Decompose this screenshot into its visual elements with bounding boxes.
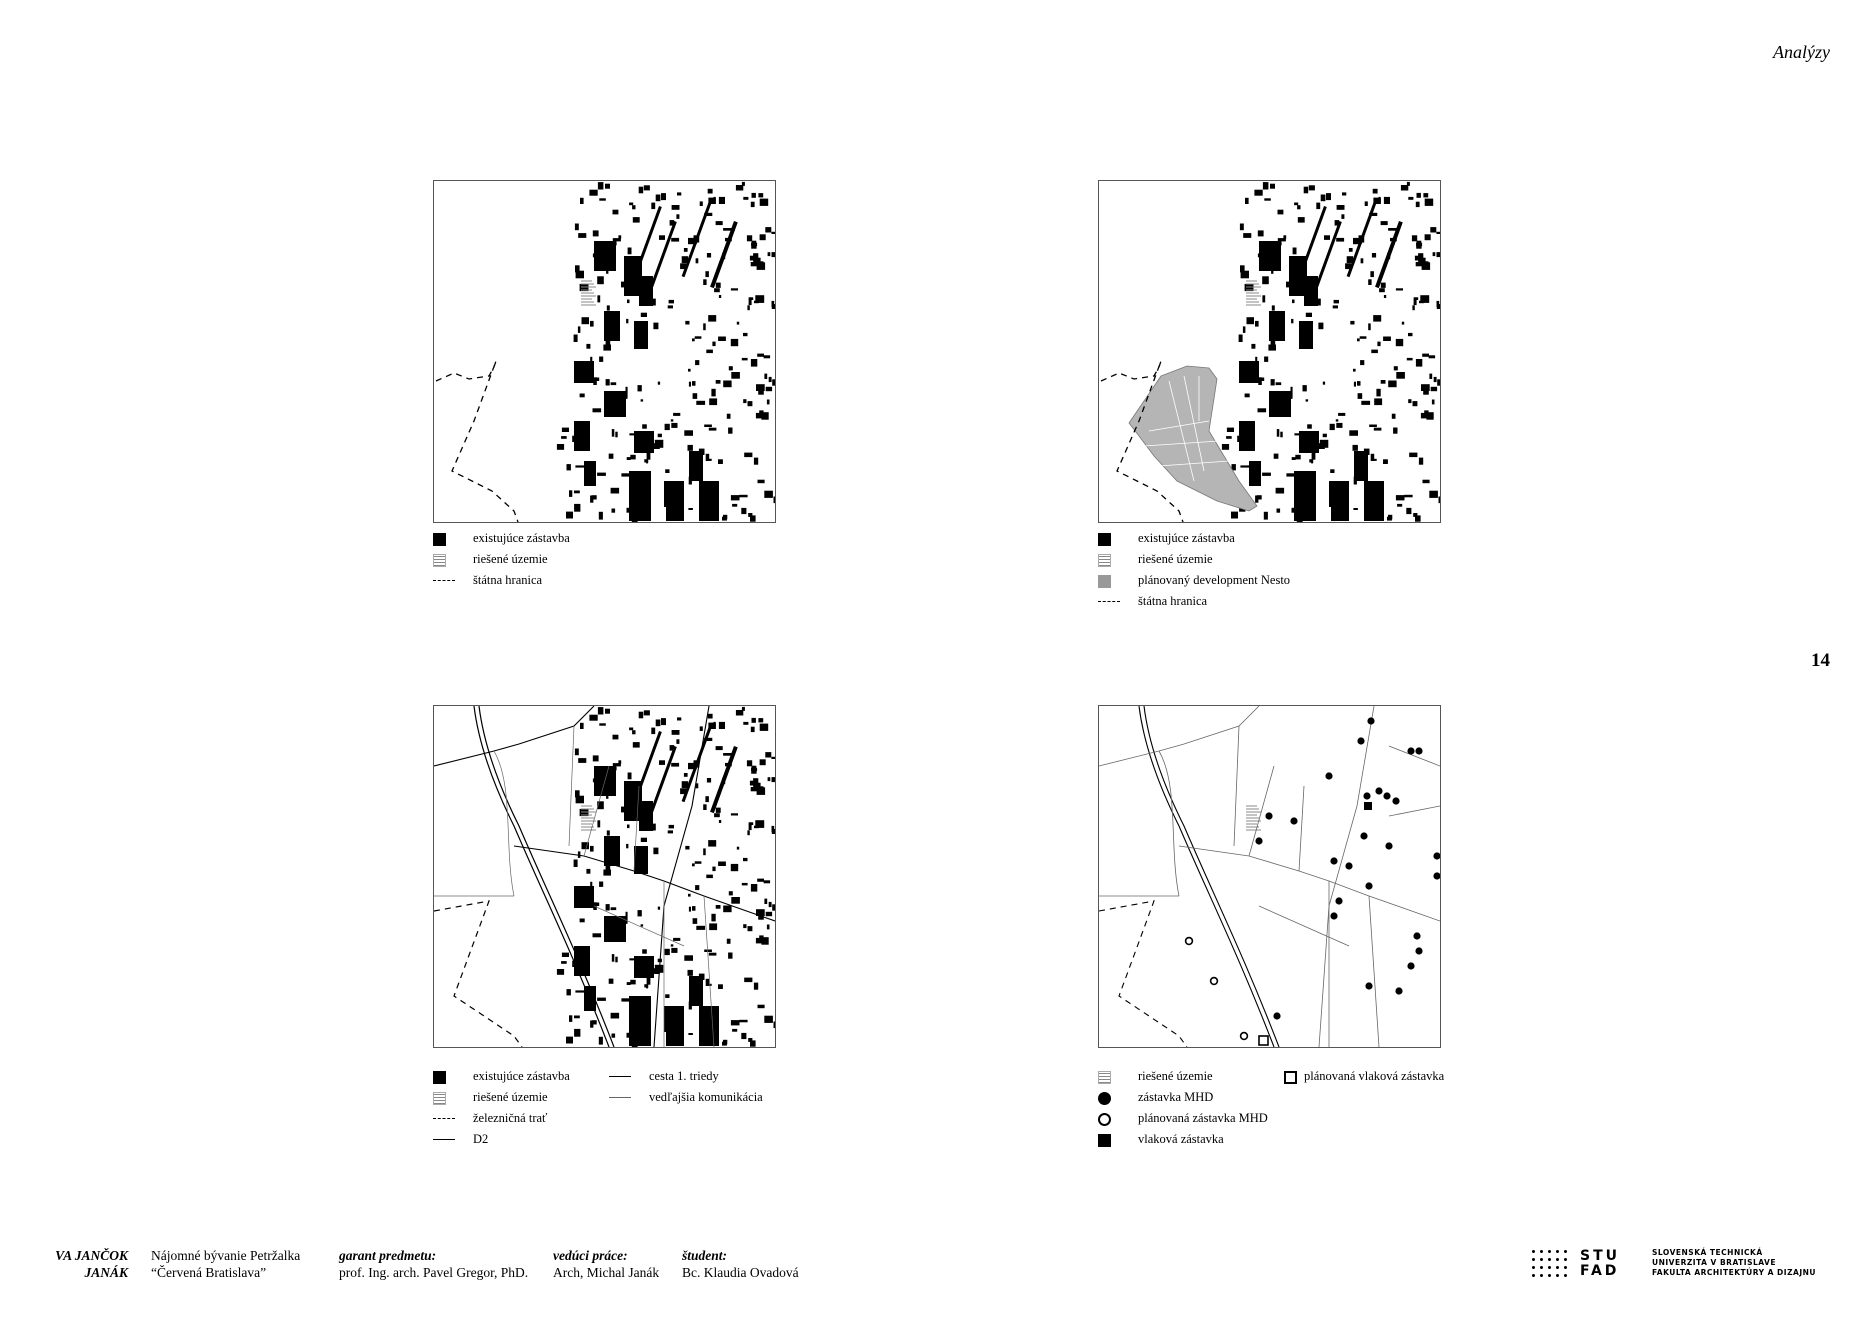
- state-border-line: [436, 361, 518, 522]
- dashed-line-icon: [1098, 601, 1120, 602]
- railway-line: [1099, 901, 1187, 1047]
- planned-mhd-stops: [1186, 938, 1248, 1040]
- railway-line: [434, 901, 522, 1047]
- planned-train-stop: [1259, 1036, 1268, 1045]
- open-circle-icon: [1098, 1113, 1111, 1126]
- solid-square-icon: [433, 1071, 446, 1084]
- solid-square-icon: [433, 533, 446, 546]
- solid-square-icon: [1098, 533, 1111, 546]
- buildings: [1222, 182, 1440, 522]
- project-title: Nájomné bývanie Petržalka “Červená Bratislava”: [151, 1248, 301, 1280]
- map-existing-buildings: [433, 180, 776, 523]
- hatched-square-icon: [1098, 554, 1111, 567]
- stu-logo-dots-icon: [1532, 1250, 1572, 1282]
- course-label: VA JANČOK JANÁK: [55, 1248, 128, 1280]
- grey-square-icon: [1098, 575, 1111, 588]
- d2-motorway: [1139, 706, 1279, 1047]
- train-stop: [1364, 802, 1372, 810]
- mhd-stops: [1255, 717, 1440, 1019]
- university-name: SLOVENSKÁ TECHNICKÁ UNIVERZITA V BRATISLAVE FAKULTA ARCHITEKTÚRY A DIZAJNU: [1652, 1248, 1816, 1277]
- student-block: študent: Bc. Klaudia Ovadová: [682, 1248, 799, 1280]
- page-number: 14: [1811, 650, 1830, 671]
- map-public-transport: [1098, 705, 1441, 1048]
- stu-fad-logo: STU FAD: [1580, 1248, 1621, 1279]
- buildings: [557, 707, 775, 1047]
- solid-line-icon: [609, 1076, 631, 1077]
- supervisor-block: vedúci práce: Arch, Michal Janák: [553, 1248, 660, 1280]
- dashed-line-icon: [433, 580, 455, 581]
- garant-block: garant predmetu: prof. Ing. arch. Pavel Gregor, PhD.: [339, 1248, 529, 1280]
- open-square-icon: [1284, 1071, 1297, 1084]
- solid-square-icon: [1098, 1134, 1111, 1147]
- site-hatch: [1246, 806, 1261, 830]
- section-title: Analýzy: [1773, 42, 1830, 62]
- filled-circle-icon: [1098, 1092, 1111, 1105]
- map-transport-network: [433, 705, 776, 1048]
- hatched-square-icon: [433, 554, 446, 567]
- map-planned-development: [1098, 180, 1441, 523]
- hatched-square-icon: [1098, 1071, 1111, 1084]
- buildings: [557, 182, 775, 522]
- dashed-line-icon: [433, 1118, 455, 1119]
- thin-line-icon: [609, 1097, 631, 1098]
- solid-line-icon: [433, 1139, 455, 1140]
- hatched-square-icon: [433, 1092, 446, 1105]
